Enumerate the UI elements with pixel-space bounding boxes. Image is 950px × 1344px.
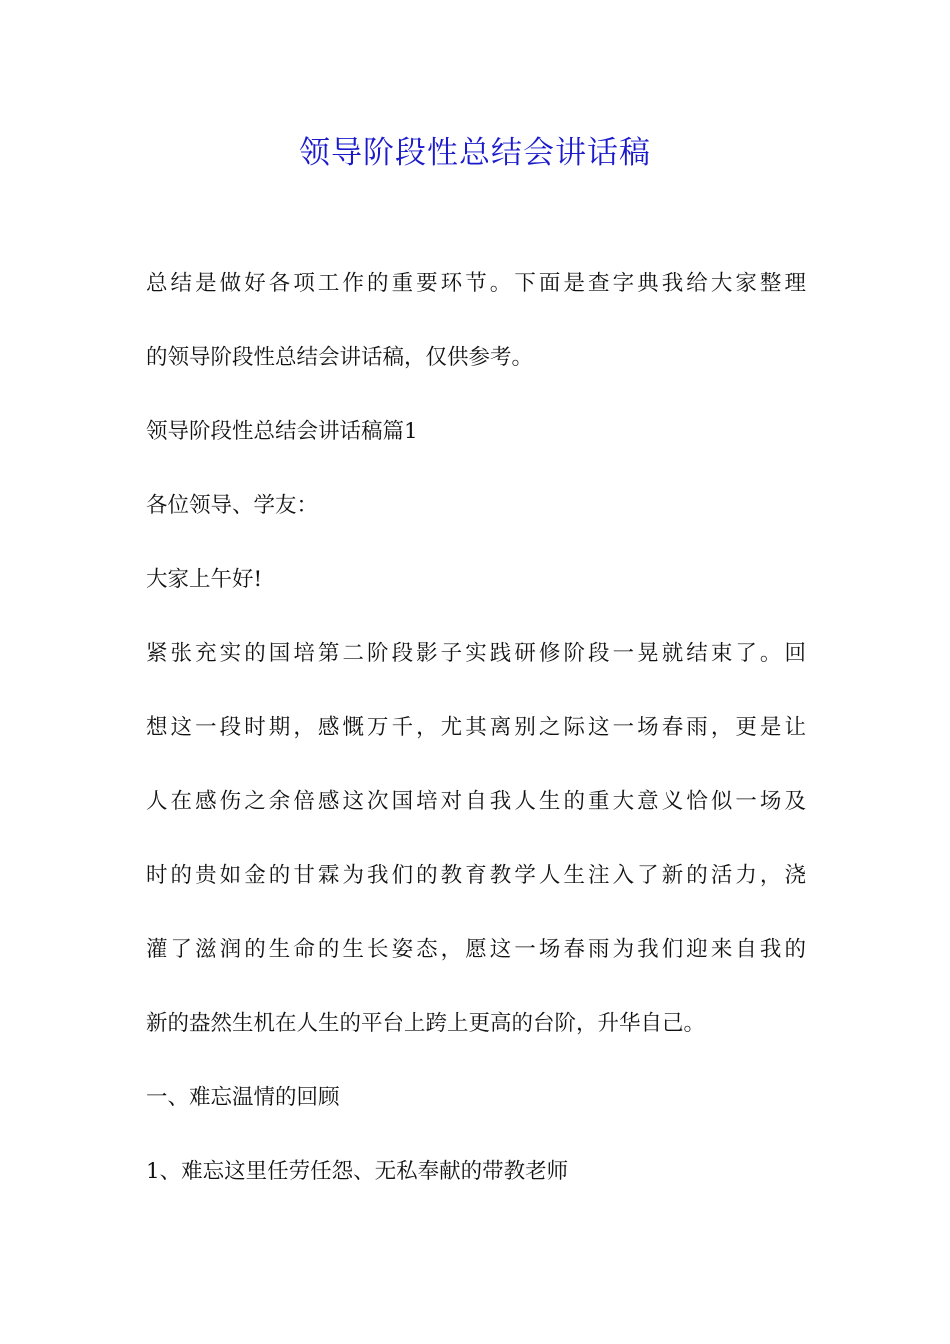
paragraph-line-5: 灌了滋润的生命的生长姿态，愿这一场春雨为我们迎来自我的	[146, 937, 806, 962]
section-heading: 领导阶段性总结会讲话稿篇1	[146, 419, 418, 444]
paragraph-line-3: 人在感伤之余倍感这次国培对自我人生的重大意义恰似一场及	[146, 789, 806, 814]
paragraph-line-2: 想这一段时期，感慨万千，尤其离别之际这一场春雨，更是让	[146, 715, 806, 740]
greeting: 大家上午好!	[146, 567, 263, 592]
intro-line-2: 的领导阶段性总结会讲话稿，仅供参考。	[146, 345, 534, 370]
paragraph-line-4: 时的贵如金的甘霖为我们的教育教学人生注入了新的活力，浇	[146, 863, 806, 888]
document-body	[146, 262, 806, 1224]
paragraph-line-6: 新的盎然生机在人生的平台上跨上更高的台阶，升华自己。	[146, 1011, 706, 1036]
document-title: 领导阶段性总结会讲话稿	[299, 135, 651, 171]
heading-1: 一、难忘温情的回顾	[146, 1085, 340, 1110]
intro-line-1: 总结是做好各项工作的重要环节。下面是查字典我给大家整理	[146, 271, 806, 296]
paragraph-line-1: 紧张充实的国培第二阶段影子实践研修阶段一晃就结束了。回	[146, 641, 806, 666]
salutation: 各位领导、学友：	[146, 493, 319, 518]
subheading-1: 1、难忘这里任劳任怨、无私奉献的带教老师	[146, 1159, 569, 1184]
